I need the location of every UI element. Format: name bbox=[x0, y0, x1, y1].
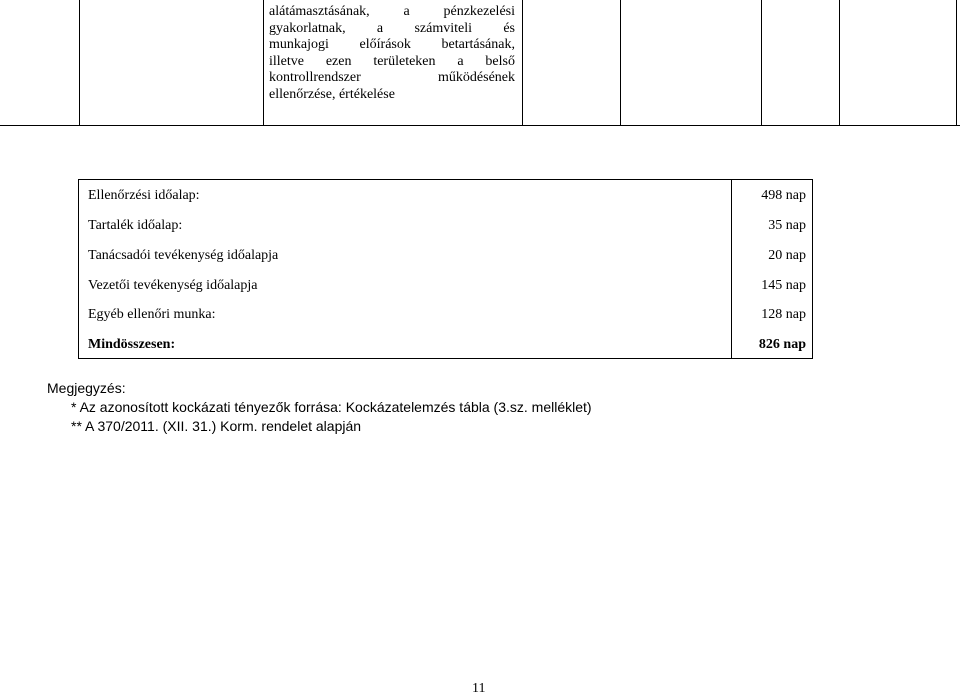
row-value-management-time: 145 nap bbox=[761, 278, 806, 293]
table-row-border bbox=[0, 125, 960, 126]
top-cell-line: alátámasztásának, a pénzkezelési bbox=[269, 4, 515, 19]
table-column-border bbox=[522, 0, 523, 126]
note-line: * Az azonosított kockázati tényezők forrása: Kockázatelemzés tábla (3.sz. melléklet) bbox=[71, 399, 592, 415]
row-value-inspection-time: 498 nap bbox=[761, 188, 806, 203]
row-label-other-work: Egyéb ellenőri munka: bbox=[88, 307, 216, 322]
top-cell-line: illetve ezen területeken a belső bbox=[269, 53, 515, 69]
top-cell-line: gyakorlatnak, a számviteli és bbox=[269, 20, 515, 36]
row-label-inspection-time: Ellenőrzési időalap: bbox=[88, 188, 200, 203]
row-label-management-time: Vezetői tevékenység időalapja bbox=[88, 278, 258, 293]
note-line: ** A 370/2011. (XII. 31.) Korm. rendelet alapján bbox=[71, 418, 362, 434]
top-table-fragment bbox=[0, 0, 960, 126]
table-column-border bbox=[79, 0, 80, 126]
table-column-border bbox=[761, 0, 762, 126]
top-cell-line: kontrollrendszer működésének bbox=[269, 70, 515, 85]
row-value-other-work: 128 nap bbox=[761, 307, 806, 322]
row-value-advisory-time: 20 nap bbox=[768, 248, 806, 263]
table-column-divider bbox=[731, 180, 732, 358]
table-column-border bbox=[956, 0, 957, 126]
notes-section bbox=[47, 379, 592, 436]
row-label-advisory-time: Tanácsadói tevékenység időalapja bbox=[88, 248, 279, 263]
time-budget-table bbox=[78, 179, 813, 359]
notes-title: Megjegyzés: bbox=[47, 380, 126, 396]
row-label-reserve-time: Tartalék időalap: bbox=[88, 218, 183, 233]
top-cell-line: ellenőrzése, értékelése bbox=[269, 86, 395, 102]
row-label-total: Mindösszesen: bbox=[88, 337, 176, 352]
top-cell-line: munkajogi előírások betartásának, bbox=[269, 37, 515, 52]
table-column-border bbox=[263, 0, 264, 126]
row-value-reserve-time: 35 nap bbox=[768, 218, 806, 233]
row-value-total: 826 nap bbox=[758, 337, 806, 352]
table-column-border bbox=[839, 0, 840, 126]
table-column-border bbox=[620, 0, 621, 126]
page-number: 11 bbox=[472, 681, 486, 696]
top-cell-text bbox=[269, 4, 515, 103]
